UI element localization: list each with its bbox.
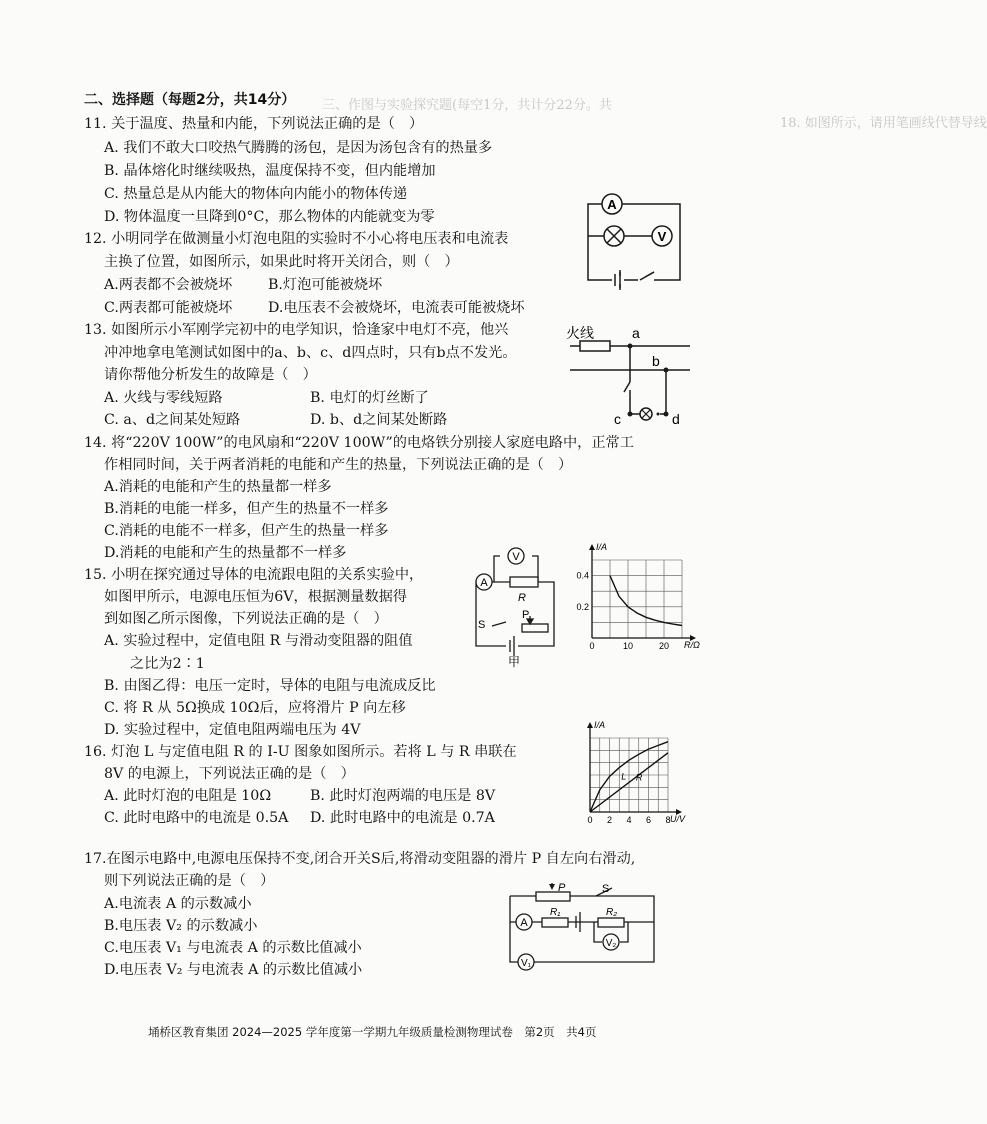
y-tick-label: 0.4: [576, 570, 589, 581]
point-c-label: c: [614, 411, 621, 427]
resistor-r-icon: [510, 577, 538, 587]
point-d-label: d: [672, 411, 680, 427]
q16-stem-1: 16. 灯泡 L 与定值电阻 R 的 I-U 图象如图所示。若将 L 与 R 串联在: [84, 744, 517, 760]
y-axis-arrow: [589, 544, 595, 550]
q15-option-d: D. 实验过程中，定值电阻两端电压为 4V: [104, 722, 361, 738]
y-tick-label: 0.2: [576, 601, 589, 612]
q16-option-b: B. 此时灯泡两端的电压是 8V: [310, 788, 496, 804]
q17-v1-label: V₁: [520, 958, 532, 969]
q17-ammeter-label: A: [520, 917, 528, 929]
q14-option-b: B.消耗的电能一样多，但产生的热量不一样多: [104, 501, 389, 517]
q12-voltmeter-label: V: [657, 229, 667, 244]
q15-option-b: B. 由图乙得：电压一定时，导体的电阻与电流成反比: [104, 678, 436, 694]
q13-wiring-figure: [566, 322, 694, 428]
q12-option-a: A.两表都不会被烧坏: [104, 277, 233, 293]
page-footer: 埇桥区教育集团 2024—2025 学年度第一学期九年级质量检测物理试卷 第2页 共4页: [148, 1025, 597, 1039]
q17-option-d: D.电压表 V₂ 与电流表 A 的示数比值减小: [104, 962, 363, 978]
q14-option-d: D.消耗的电能和产生的热量都不一样多: [104, 545, 347, 561]
live-wire-label: 火线: [566, 325, 594, 341]
q16-option-a: A. 此时灯泡的电阻是 10Ω: [104, 788, 272, 804]
q12-ammeter-label: A: [607, 197, 617, 212]
fuse-icon: [580, 341, 610, 351]
series-label: R: [635, 772, 643, 783]
q17-switch-label: S: [602, 883, 610, 895]
q16-i-u-chart: [572, 720, 690, 828]
q15-option-a: A. 实验过程中，定值电阻 R 与滑动变阻器的阻值: [104, 633, 413, 649]
x-tick-label: 0: [589, 641, 595, 651]
q17-r2-label: R₂: [606, 907, 618, 918]
q17-v2-label: V₂: [605, 938, 617, 949]
q17-stem-1: 17.在图示电路中,电源电压保持不变,闭合开关S后,将滑动变阻器的滑片 P 自左向右滑动,: [84, 851, 636, 867]
q15-stem-3: 到如图乙所示图像，下列说法正确的是（ ）: [104, 611, 388, 627]
q15-ammeter-label: A: [480, 577, 488, 589]
point-b-label: b: [652, 353, 660, 369]
x-tick-label: 8: [665, 815, 671, 825]
show-through-text-2: 18. 如图所示，请用笔画线代替导线: [780, 116, 987, 131]
section-title: 二、选择题（每题2分，共14分）: [84, 92, 296, 108]
figure-caption-jia: 甲: [508, 655, 521, 669]
y-axis-label: I/A: [594, 720, 606, 730]
q11-stem: 11. 关于温度、热量和内能，下列说法正确的是（ ）: [84, 116, 424, 132]
x-tick-label: 0: [587, 815, 593, 825]
rheostat-icon: [522, 624, 548, 632]
q11-option-c: C. 热量总是从内能大的物体向内能小的物体传递: [104, 186, 408, 202]
q17-option-a: A.电流表 A 的示数减小: [104, 896, 252, 912]
q15-i-r-chart: [566, 540, 700, 672]
q13-option-a: A. 火线与零线短路: [104, 390, 223, 406]
y-axis-arrow: [587, 722, 593, 728]
q16-option-d: D. 此时电路中的电流是 0.7A: [310, 810, 495, 826]
q12-circuit-figure: [580, 188, 690, 288]
q12-option-b: B.灯泡可能被烧坏: [268, 277, 383, 293]
x-tick-label: 6: [645, 815, 652, 825]
q17-r1-label: R₁: [550, 907, 561, 918]
q13-stem-1: 13. 如图所示小军刚学完初中的电学知识，恰逢家中电灯不亮，他兴: [84, 322, 509, 338]
x-tick-label: 2: [606, 815, 613, 825]
q14-stem-1: 14. 将“220V 100W”的电风扇和“220V 100W”的电烙铁分别接人家庭电路中，正常工: [84, 435, 634, 451]
q12-stem-1: 12. 小明同学在做测量小灯泡电阻的实验时不小心将电压表和电流表: [84, 231, 509, 247]
q15-stem-1: 15. 小明在探究通过导体的电流跟电阻的关系实验中，: [84, 567, 424, 583]
q14-option-c: C.消耗的电能不一样多，但产生的热量一样多: [104, 523, 389, 539]
q15-resistor-label: R: [518, 592, 526, 604]
q15-voltmeter-label: V: [512, 551, 520, 563]
series-label: L: [621, 771, 627, 782]
q17-slider-label: P: [558, 882, 566, 894]
q15-option-c: C. 将 R 从 5Ω换成 10Ω后，应将滑片 P 向左移: [104, 700, 406, 716]
q17-stem-2: 则下列说法正确的是（ ）: [104, 873, 275, 889]
x-axis-label: R/Ω: [684, 640, 700, 650]
q14-stem-2: 作相同时间，关于两者消耗的电能和产生的热量，下列说法正确的是（ ）: [104, 457, 573, 473]
q11-option-b: B. 晶体熔化时继续吸热，温度保持不变，但内能增加: [104, 163, 436, 179]
point-a-label: a: [632, 325, 640, 341]
q17-circuit-figure: [506, 882, 658, 974]
q15-circuit-figure: [466, 546, 566, 669]
x-tick-label: 10: [622, 641, 634, 651]
q16-option-c: C. 此时电路中的电流是 0.5A: [104, 810, 289, 826]
q13-option-c: C. a、d之间某处短路: [104, 412, 241, 428]
y-axis-label: I/A: [596, 542, 608, 552]
show-through-text: 三、作图与实验探究题(每空1分，共计分22分。共: [322, 98, 612, 113]
q11-option-a: A. 我们不敢大口咬热气腾腾的汤包，是因为汤包含有的热量多: [104, 140, 493, 156]
q12-option-d: D.电压表不会被烧坏，电流表可能被烧坏: [268, 300, 525, 316]
q15-switch-label: S: [478, 619, 486, 631]
q13-option-d: D. b、d之间某处断路: [310, 412, 448, 428]
q16-stem-2: 8V 的电源上，下列说法正确的是（ ）: [104, 766, 355, 782]
q15-option-a-cont: 之比为2∶1: [130, 656, 205, 672]
x-axis-label: U/V: [670, 814, 686, 824]
q13-option-b: B. 电灯的灯丝断了: [310, 390, 429, 406]
x-tick-label: 20: [658, 641, 670, 651]
q17-option-b: B.电压表 V₂ 的示数减小: [104, 918, 258, 934]
q15-stem-2: 如图甲所示，电源电压恒为6V，根据测量数据得: [104, 589, 408, 605]
q12-option-c: C.两表都可能被烧坏: [104, 300, 233, 316]
q13-stem-3: 请你帮他分析发生的故障是（ ）: [104, 367, 317, 383]
resistor-r2-icon: [598, 918, 624, 927]
q11-option-d: D. 物体温度一旦降到0°C，那么物体的内能就变为零: [104, 209, 435, 225]
q17-option-c: C.电压表 V₁ 与电流表 A 的示数比值减小: [104, 940, 362, 956]
q14-option-a: A.消耗的电能和产生的热量都一样多: [104, 479, 332, 495]
x-tick-label: 4: [626, 815, 632, 825]
q12-stem-2: 主换了位置，如图所示，如果此时将开关闭合，则（ ）: [104, 254, 459, 270]
q15-slider-label: P: [522, 609, 530, 621]
q13-stem-2: 冲冲地拿电笔测试如图中的a、b、c、d四点时，只有b点不发光。: [104, 345, 517, 361]
resistor-r1-icon: [542, 918, 568, 927]
